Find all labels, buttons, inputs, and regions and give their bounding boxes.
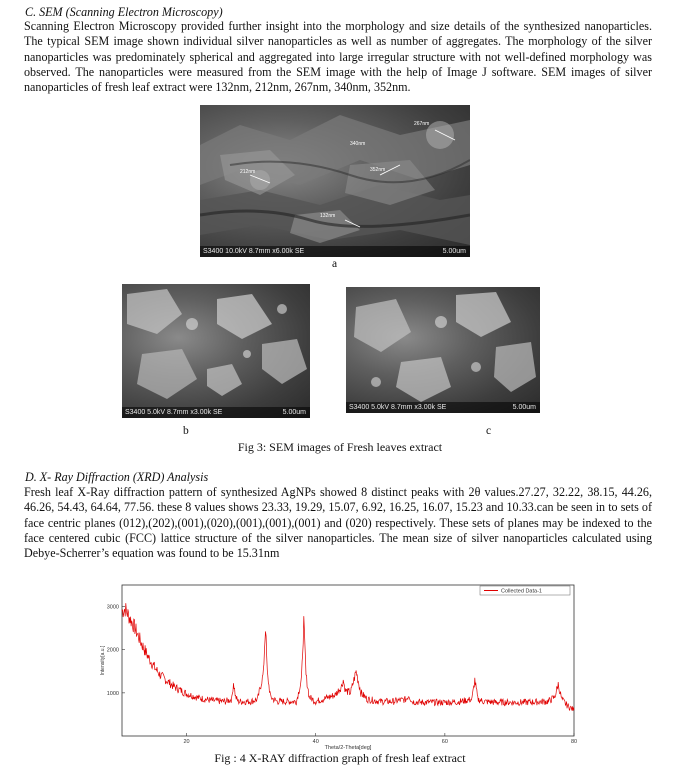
y-axis-label: Intensity[a.u.] xyxy=(100,645,106,676)
sem-image-b-info-bar xyxy=(122,407,310,418)
sem-image-c-scale: 5.00um xyxy=(512,404,536,411)
sem-measurement-label: 340nm xyxy=(350,141,366,147)
sem-image-a xyxy=(200,105,470,257)
y-tick-label: 3000 xyxy=(106,604,119,611)
xrd-chart xyxy=(86,581,580,753)
sem-image-a-info-bar xyxy=(200,246,470,257)
sem-image-c xyxy=(346,287,540,413)
x-tick-label: 60 xyxy=(441,739,448,745)
sem-label-b: b xyxy=(183,425,189,437)
sem-label-a: a xyxy=(332,258,338,270)
sem-image-b-info: S3400 5.0kV 8.7mm x3.00k SE xyxy=(125,409,223,416)
xrd-section-heading: D. X- Ray Diffraction (XRD) Analysis xyxy=(25,470,209,484)
sem-image-a-info: S3400 10.0kV 8.7mm x6.00k SE xyxy=(203,248,305,255)
sem-image-a-scale: 5.00um xyxy=(442,248,466,255)
plot-frame xyxy=(122,585,574,736)
sem-image-c-info-bar xyxy=(346,402,540,413)
legend-label: Collected Data-1 xyxy=(501,588,542,595)
x-axis-label: Theta/2-Theta[deg] xyxy=(324,745,372,751)
sem-image-a-texture xyxy=(200,105,470,257)
y-tick-label: 2000 xyxy=(106,647,119,654)
sem-image-b xyxy=(122,284,310,418)
x-tick-label: 80 xyxy=(570,739,578,745)
sem-section-heading: C. SEM (Scanning Electron Microscopy) xyxy=(25,5,223,19)
y-tick-label: 1000 xyxy=(106,690,119,697)
sem-image-c-info: S3400 5.0kV 8.7mm x3.00k SE xyxy=(349,404,447,411)
sem-measurement-label: 352nm xyxy=(370,167,386,173)
x-tick-label: 20 xyxy=(183,739,190,745)
figure-4-caption: Fig : 4 X-RAY diffraction graph of fresh leaf extract xyxy=(214,751,466,765)
sem-measurement-label: 267nm xyxy=(414,121,430,127)
x-tick-label: 40 xyxy=(312,739,319,745)
sem-measurement-label: 132nm xyxy=(320,213,336,219)
sem-image-b-scale: 5.00um xyxy=(282,409,306,416)
figure-3-caption: Fig 3: SEM images of Fresh leaves extract xyxy=(237,440,443,454)
sem-label-c: c xyxy=(486,425,492,437)
xrd-section-paragraph: Fresh leaf X-Ray diffraction pattern of synthesized AgNPs showed 8 distinct peaks with 2θ values.27.27, 32.22, 38.15, 44.26, 46.26, 54.43, 64.64, 77.56. these 8 values shows 23.33, 19.29, 15.07, 6.92, 16.25, 16.07, 15.23 and 10.33.can be seen in to sets of face centric planes (012),(202),(001),(020),(001),(001),(001) and (020) respectively. These sets of planes may be indexed to the face centered cubic (FCC) lattice structure of the silver nanoparticles. The mean size of silver nanoparticles calculated using Debye-Scherrer’s equation was found to be 15.31nm xyxy=(24,485,652,561)
sem-section-paragraph: Scanning Electron Microscopy provided further insight into the morphology and size details of the synthesized nanoparticles. The typical SEM image shown individual silver nanoparticles as well as number of aggregates. The morphology of the silver nanoparticles was predominately spherical and aggregated into large irregular structure with not well-defined morphology was observed. The nanoparticles were measured from the SEM image with the help of Image J software. SEM images of silver nanoparticles of fresh leaf extract were 132nm, 212nm, 267nm, 340nm, 352nm. xyxy=(24,19,652,95)
sem-image-c-texture xyxy=(346,287,540,413)
sem-image-b-texture xyxy=(122,284,310,418)
sem-measurement-label: 212nm xyxy=(240,169,256,175)
